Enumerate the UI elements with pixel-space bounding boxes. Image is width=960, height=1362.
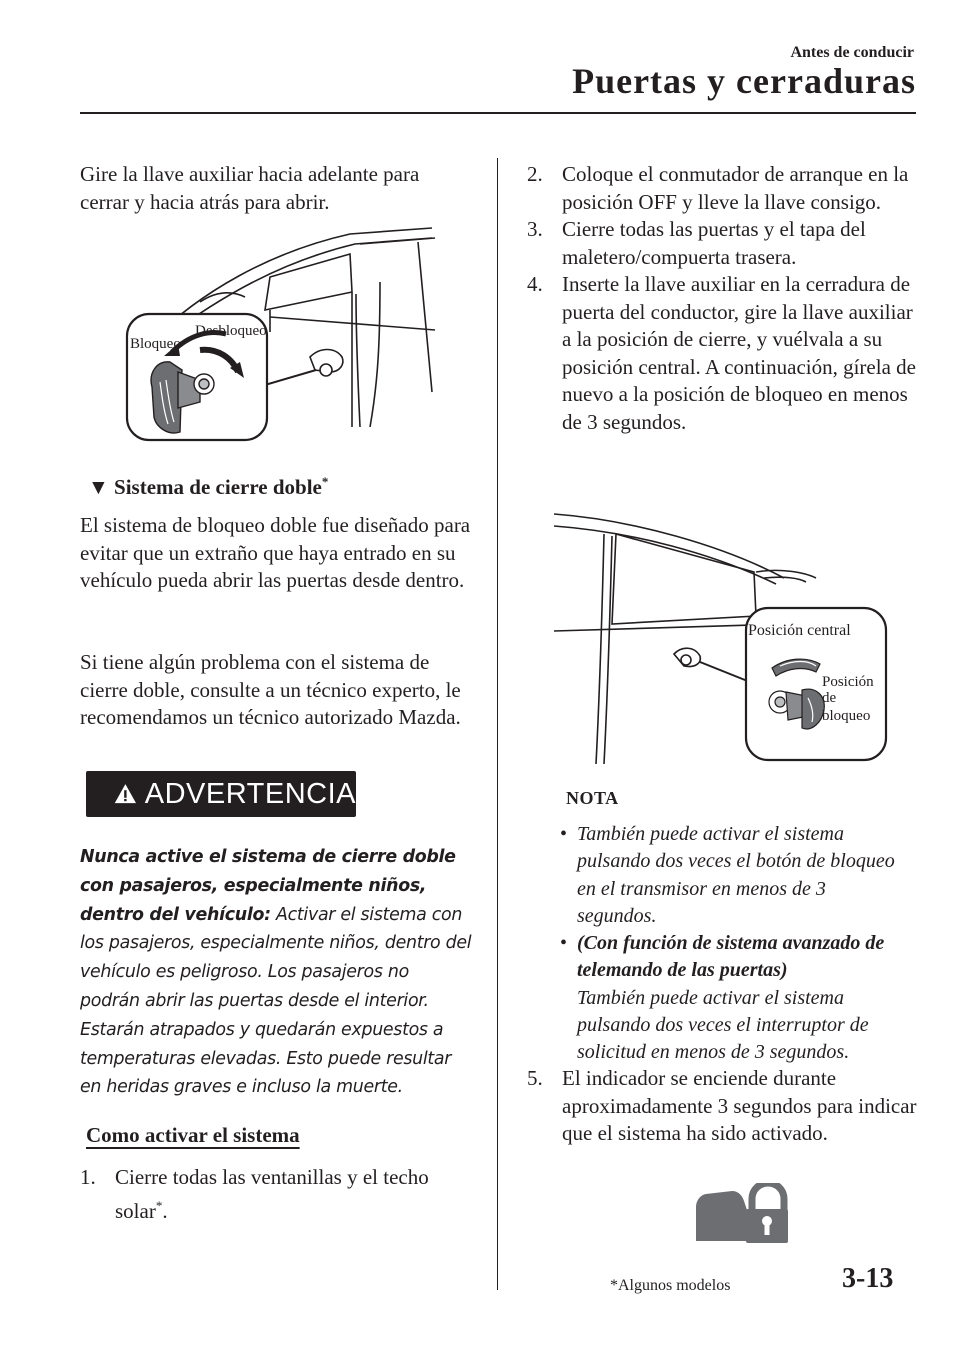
steps-left [80,1164,472,1225]
step-text: Coloque el conmutador de arranque en la posición OFF y lleve la llave consigo. [562,162,909,214]
step-4 [527,271,917,436]
step-text: Cierre todas las puertas y el tapa del maletero/compuerta trasera. [562,217,866,269]
column-divider [497,158,498,1290]
footnote: *Algunos modelos [610,1277,731,1294]
chapter-title: Puertas y cerraduras [572,61,916,101]
step-text: Cierre todas las ventanillas y el techo solar [115,1165,429,1223]
lock-position-label-3: bloqueo [822,708,871,724]
door-lock-position-figure [554,506,894,768]
subheading-activate: Como activar el sistema [86,1123,300,1147]
note-title: NOTA [566,788,619,808]
note-text: También puede activar el sistema pulsando dos veces el botón de bloqueo en el transmisor en menos de 3 segundos. [577,823,895,927]
warning-body-text: Activar el sistema con los pasajeros, especialmente niños, dentro del vehículo es peligroso. Los pasajeros no podrán abrir las puertas desde el interior. Estarán atrapados y quedarán expuestos a temperaturas elevadas. Esto puede resultar en heridas graves e incluso la muerte. [80,904,472,1098]
bullet: • [560,823,568,845]
step-number: 5. [527,1066,543,1090]
warning-text [80,843,472,1102]
center-position-label: Posición central [748,622,851,639]
step-text: El indicador se enciende durante aproximadamente 3 segundos para indicar que el sistema ha sido activado. [562,1066,917,1145]
warning-bold-text: Nunca active el sistema de cierre doble con pasajeros, especialmente niños, dentro del vehículo: [80,847,456,925]
step-text: Inserte la llave auxiliar en la cerradura de puerta del conductor, gire la llave auxiliar a la posición de cierre, y vuélvala a su posición central. A continuación, gírela de nuevo a la posición de bloqueo en menos de 3 segundos. [562,272,916,434]
note-item [558,930,910,1066]
step-number: 1. [80,1165,96,1189]
step-5 [527,1065,917,1148]
paragraph-service: Si tiene algún problema con el sistema de cierre doble, consulte a un técnico experto, le recomendamos un técnico autorizado Mazda. [80,650,461,729]
heading-asterisk: * [321,474,329,489]
note-bold-text: (Con función de sistema avanzado de telemando de las puertas) [577,932,885,982]
warning-label: ADVERTENCIA [144,777,356,810]
note-list [558,821,910,1067]
warning-triangle-icon [114,779,137,809]
steps-right [527,161,917,436]
unlock-label: Desbloqueo [195,323,267,339]
intro-text: Gire la llave auxiliar hacia adelante para cerrar y hacia atrás para abrir. [80,162,420,214]
heading-marker: ▼ [88,475,109,499]
step-2 [527,161,917,216]
page-number: 3-13 [842,1263,894,1294]
step-3 [527,216,917,271]
steps-right-continued [527,1065,917,1148]
section-heading [88,474,328,500]
header-rule [80,112,916,114]
note-text: También puede activar el sistema pulsando dos veces el interruptor de solicitud en menos de 3 segundos. [577,986,869,1064]
lock-label: Bloqueo [130,336,181,352]
heading-text: Sistema de cierre doble [114,475,322,499]
step-asterisk: * [155,1197,163,1213]
step-number: 4. [527,272,543,296]
bullet: • [560,932,568,955]
lock-position-label-2: de [822,690,837,706]
door-key-figure [120,222,440,446]
warning-badge [86,771,356,817]
note-item [558,821,910,930]
security-indicator-icon [690,1183,788,1243]
lock-position-label-1: Posición [822,674,874,690]
section-label: Antes de conducir [790,44,914,61]
step-number: 2. [527,162,543,186]
step-number: 3. [527,217,543,241]
paragraph-double-lock: El sistema de bloqueo doble fue diseñado para evitar que un extraño que haya entrado en su vehículo pueda abrir las puertas desde dentro. [80,513,471,592]
step-1 [80,1164,472,1225]
step-period: . [162,1198,168,1223]
